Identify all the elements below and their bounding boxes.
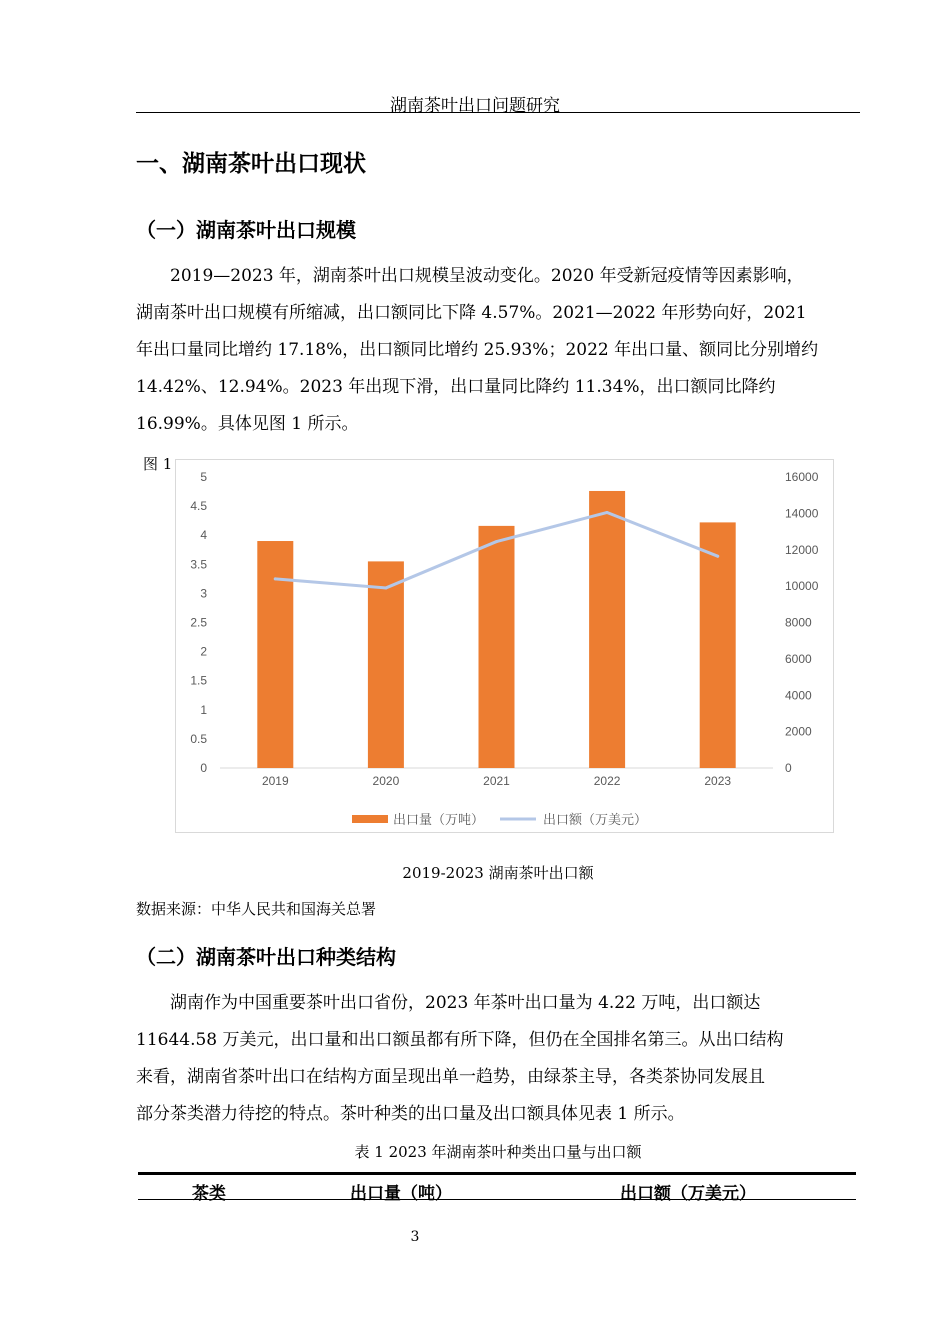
line-point-2022 — [606, 511, 609, 514]
page-number: 3 — [410, 1229, 420, 1245]
y-right-tick-label: 4000 — [785, 688, 812, 703]
y-right-tick-label: 8000 — [785, 615, 812, 630]
section-heading: 一、湖南茶叶出口现状 — [136, 151, 366, 177]
x-tick-label: 2020 — [372, 774, 400, 788]
line-point-2020 — [384, 586, 387, 589]
line-point-2019 — [274, 577, 277, 580]
bar-export-volume-2020 — [368, 561, 404, 768]
subsection-heading-2: （二）湖南茶叶出口种类结构 — [136, 945, 396, 969]
legend-label-volume: 出口量（万吨） — [393, 812, 485, 827]
bar-export-volume-2023 — [700, 522, 736, 768]
line-point-2021 — [495, 540, 498, 543]
y-left-tick-label: 0 — [200, 761, 207, 775]
subsection-heading-1: （一）湖南茶叶出口规模 — [136, 218, 356, 242]
y-right-tick-label: 12000 — [785, 542, 819, 557]
paragraph-line: 部分茶类潜力待挖的特点。茶叶种类的出口量及出口额具体见表 1 所示。 — [136, 1104, 685, 1124]
y-right-tick-label: 6000 — [785, 651, 812, 666]
paragraph-line: 11644.58 万美元，出口量和出口额虽都有所下降，但仍在全国排名第三。从出口结构 — [136, 1030, 784, 1050]
paragraph-export-scale — [136, 258, 860, 443]
y-right-tick-label: 10000 — [785, 579, 819, 594]
y-left-tick-label: 2 — [200, 644, 207, 659]
combo-chart — [176, 460, 833, 832]
chart-frame — [175, 459, 834, 833]
x-tick-label: 2023 — [704, 774, 732, 788]
y-right-tick-label: 0 — [785, 761, 792, 775]
table-header-rule — [138, 1199, 856, 1200]
paragraph-line: 14.42%、12.94%。2023 年出现下滑，出口量同比降约 11.34%，出口额同比降约 — [136, 377, 776, 397]
x-tick-label: 2021 — [483, 774, 510, 788]
legend-label-value: 出口额（万美元） — [543, 812, 648, 827]
paragraph-line: 湖南作为中国重要茶叶出口省份，2023 年茶叶出口量为 4.22 万吨，出口额达 — [170, 993, 761, 1013]
y-left-tick-label: 2.5 — [190, 615, 207, 630]
bar-export-volume-2019 — [257, 541, 293, 768]
legend-swatch-volume — [352, 815, 388, 823]
paragraph-line: 来看，湖南省茶叶出口在结构方面呈现出单一趋势，由绿茶主导，各类茶协同发展且 — [136, 1067, 765, 1087]
table-top-rule — [138, 1172, 856, 1175]
y-right-tick-label: 14000 — [785, 506, 819, 521]
line-point-2023 — [716, 555, 719, 558]
y-left-tick-label: 4 — [200, 528, 207, 543]
figure-label: 图 1 — [143, 455, 173, 473]
data-source: 数据来源：中华人民共和国海关总署 — [136, 900, 377, 918]
y-left-tick-label: 1.5 — [190, 673, 207, 688]
header-rule — [136, 112, 860, 113]
figure-caption: 2019-2023 湖南茶叶出口额 — [402, 864, 594, 882]
y-right-tick-label: 16000 — [785, 470, 819, 484]
bar-export-volume-2021 — [479, 526, 515, 768]
table-header-value: 出口额（万美元） — [620, 1184, 756, 1204]
y-left-tick-label: 1 — [200, 702, 207, 717]
x-tick-label: 2019 — [261, 774, 289, 788]
running-header: 湖南茶叶出口问题研究 — [390, 96, 560, 116]
bar-export-volume-2022 — [589, 491, 625, 768]
paragraph-export-structure — [136, 985, 860, 1133]
table-header-tea-type: 茶类 — [192, 1184, 226, 1204]
paragraph-line: 年出口量同比增约 17.18%，出口额同比增约 25.93%；2022 年出口量、额同比分别增约 — [136, 340, 819, 360]
y-left-tick-label: 5 — [200, 470, 207, 484]
y-left-tick-label: 4.5 — [190, 499, 207, 514]
x-tick-label: 2022 — [593, 774, 621, 788]
table-title: 表 1 2023 年湖南茶叶种类出口量与出口额 — [354, 1143, 642, 1161]
y-left-tick-label: 3 — [200, 586, 207, 601]
paragraph-line: 16.99%。具体见图 1 所示。 — [136, 414, 359, 434]
table-header-volume: 出口量（吨） — [350, 1184, 452, 1204]
y-left-tick-label: 3.5 — [190, 557, 207, 572]
y-left-tick-label: 0.5 — [190, 731, 207, 746]
paragraph-line: 湖南茶叶出口规模有所缩减，出口额同比下降 4.57%。2021—2022 年形势向好，2021 — [136, 303, 807, 323]
y-right-tick-label: 2000 — [785, 724, 812, 739]
paragraph-line: 2019—2023 年，湖南茶叶出口规模呈波动变化。2020 年受新冠疫情等因素影响， — [170, 266, 804, 286]
